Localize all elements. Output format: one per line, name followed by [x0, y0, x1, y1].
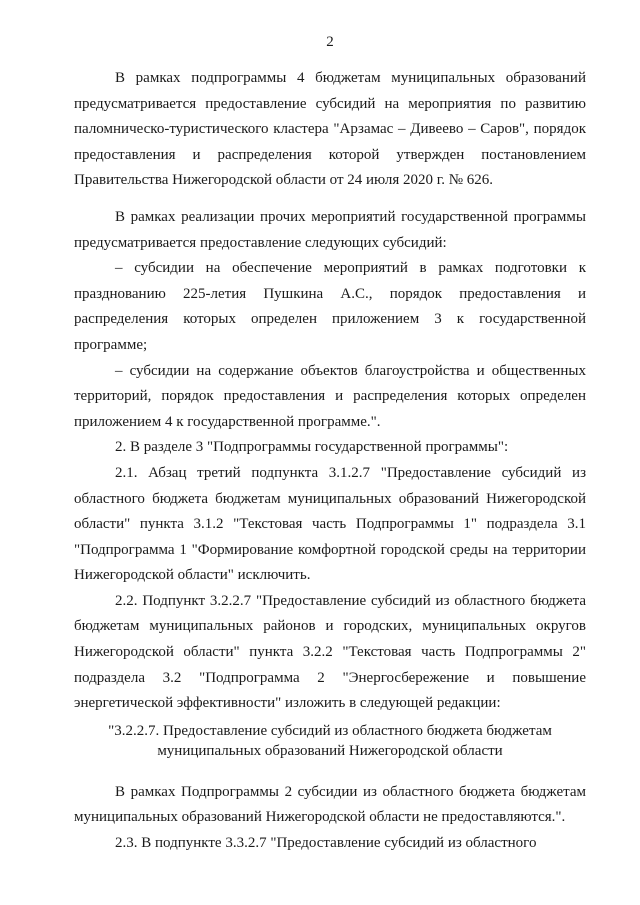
paragraph-section-3: 2. В разделе 3 "Подпрограммы государственной программы":: [115, 439, 509, 456]
list-item-maintenance-subsidy: – субсидии на содержание объектов благоустройства и общественных территорий, порядок предоставления и распределения которых определен приложением 4 к государственной программе.".: [74, 362, 586, 430]
subsection-heading-line-1: "3.2.2.7. Предоставление субсидий из областного бюджета бюджетам: [108, 722, 552, 739]
subsection-heading: [74, 721, 586, 761]
subsection-heading-line-2: муниципальных образований Нижегородской области: [157, 742, 503, 759]
list-item-pushkin-subsidy: – субсидии на обеспечение мероприятий в рамках подготовки к празднованию 225-летия Пушкина А.С., порядок предоставления и распределения которых определен приложением 3 к государственной программе;: [74, 260, 586, 353]
paragraph-other-activities: В рамках реализации прочих мероприятий государственной программы предусматривается предоставление следующих субсидий:: [74, 208, 586, 251]
paragraph-2-1: 2.1. Абзац третий подпункта 3.1.2.7 "Предоставление субсидий из областного бюджета бюджетам муниципальных образований Нижегородской области" пункта 3.1.2 "Текстовая часть Подпрограммы 1" подраздела 3.1 "Подпрограмма 1 "Формирование комфортной городской среды на территории Нижегородской области" исключить.: [74, 464, 586, 584]
paragraph-subprogram-4: В рамках подпрограммы 4 бюджетам муниципальных образований предусматривается предоставление субсидий на мероприятия по развитию паломническо-туристического кластера "Арзамас – Дивеево – Саров", порядок предоставления и распределения которой утвержден постановлением Правительства Нижегородской области от 24 июля 2020 г. № 626.: [74, 70, 586, 189]
document-body: [74, 66, 586, 857]
paragraph-2-2: 2.2. Подпункт 3.2.2.7 "Предоставление субсидий из областного бюджета бюджетам муниципальных районов и городских, муниципальных округов Нижегородской области" пункта 3.2.2 "Текстовая часть Подпрограммы 2" подраздела 3.2 "Подпрограмма 2 "Энергосбережение и повышение энергетической эффективности" изложить в следующей редакции:: [74, 592, 586, 712]
page-number: 2: [326, 34, 334, 50]
paragraph-2-3: 2.3. В подпункте 3.3.2.7 "Предоставление субсидий из областного: [115, 835, 537, 852]
paragraph-no-subsidies: В рамках Подпрограммы 2 субсидии из областного бюджета бюджетам муниципальных образований Нижегородской области не предоставляются.".: [74, 783, 586, 826]
